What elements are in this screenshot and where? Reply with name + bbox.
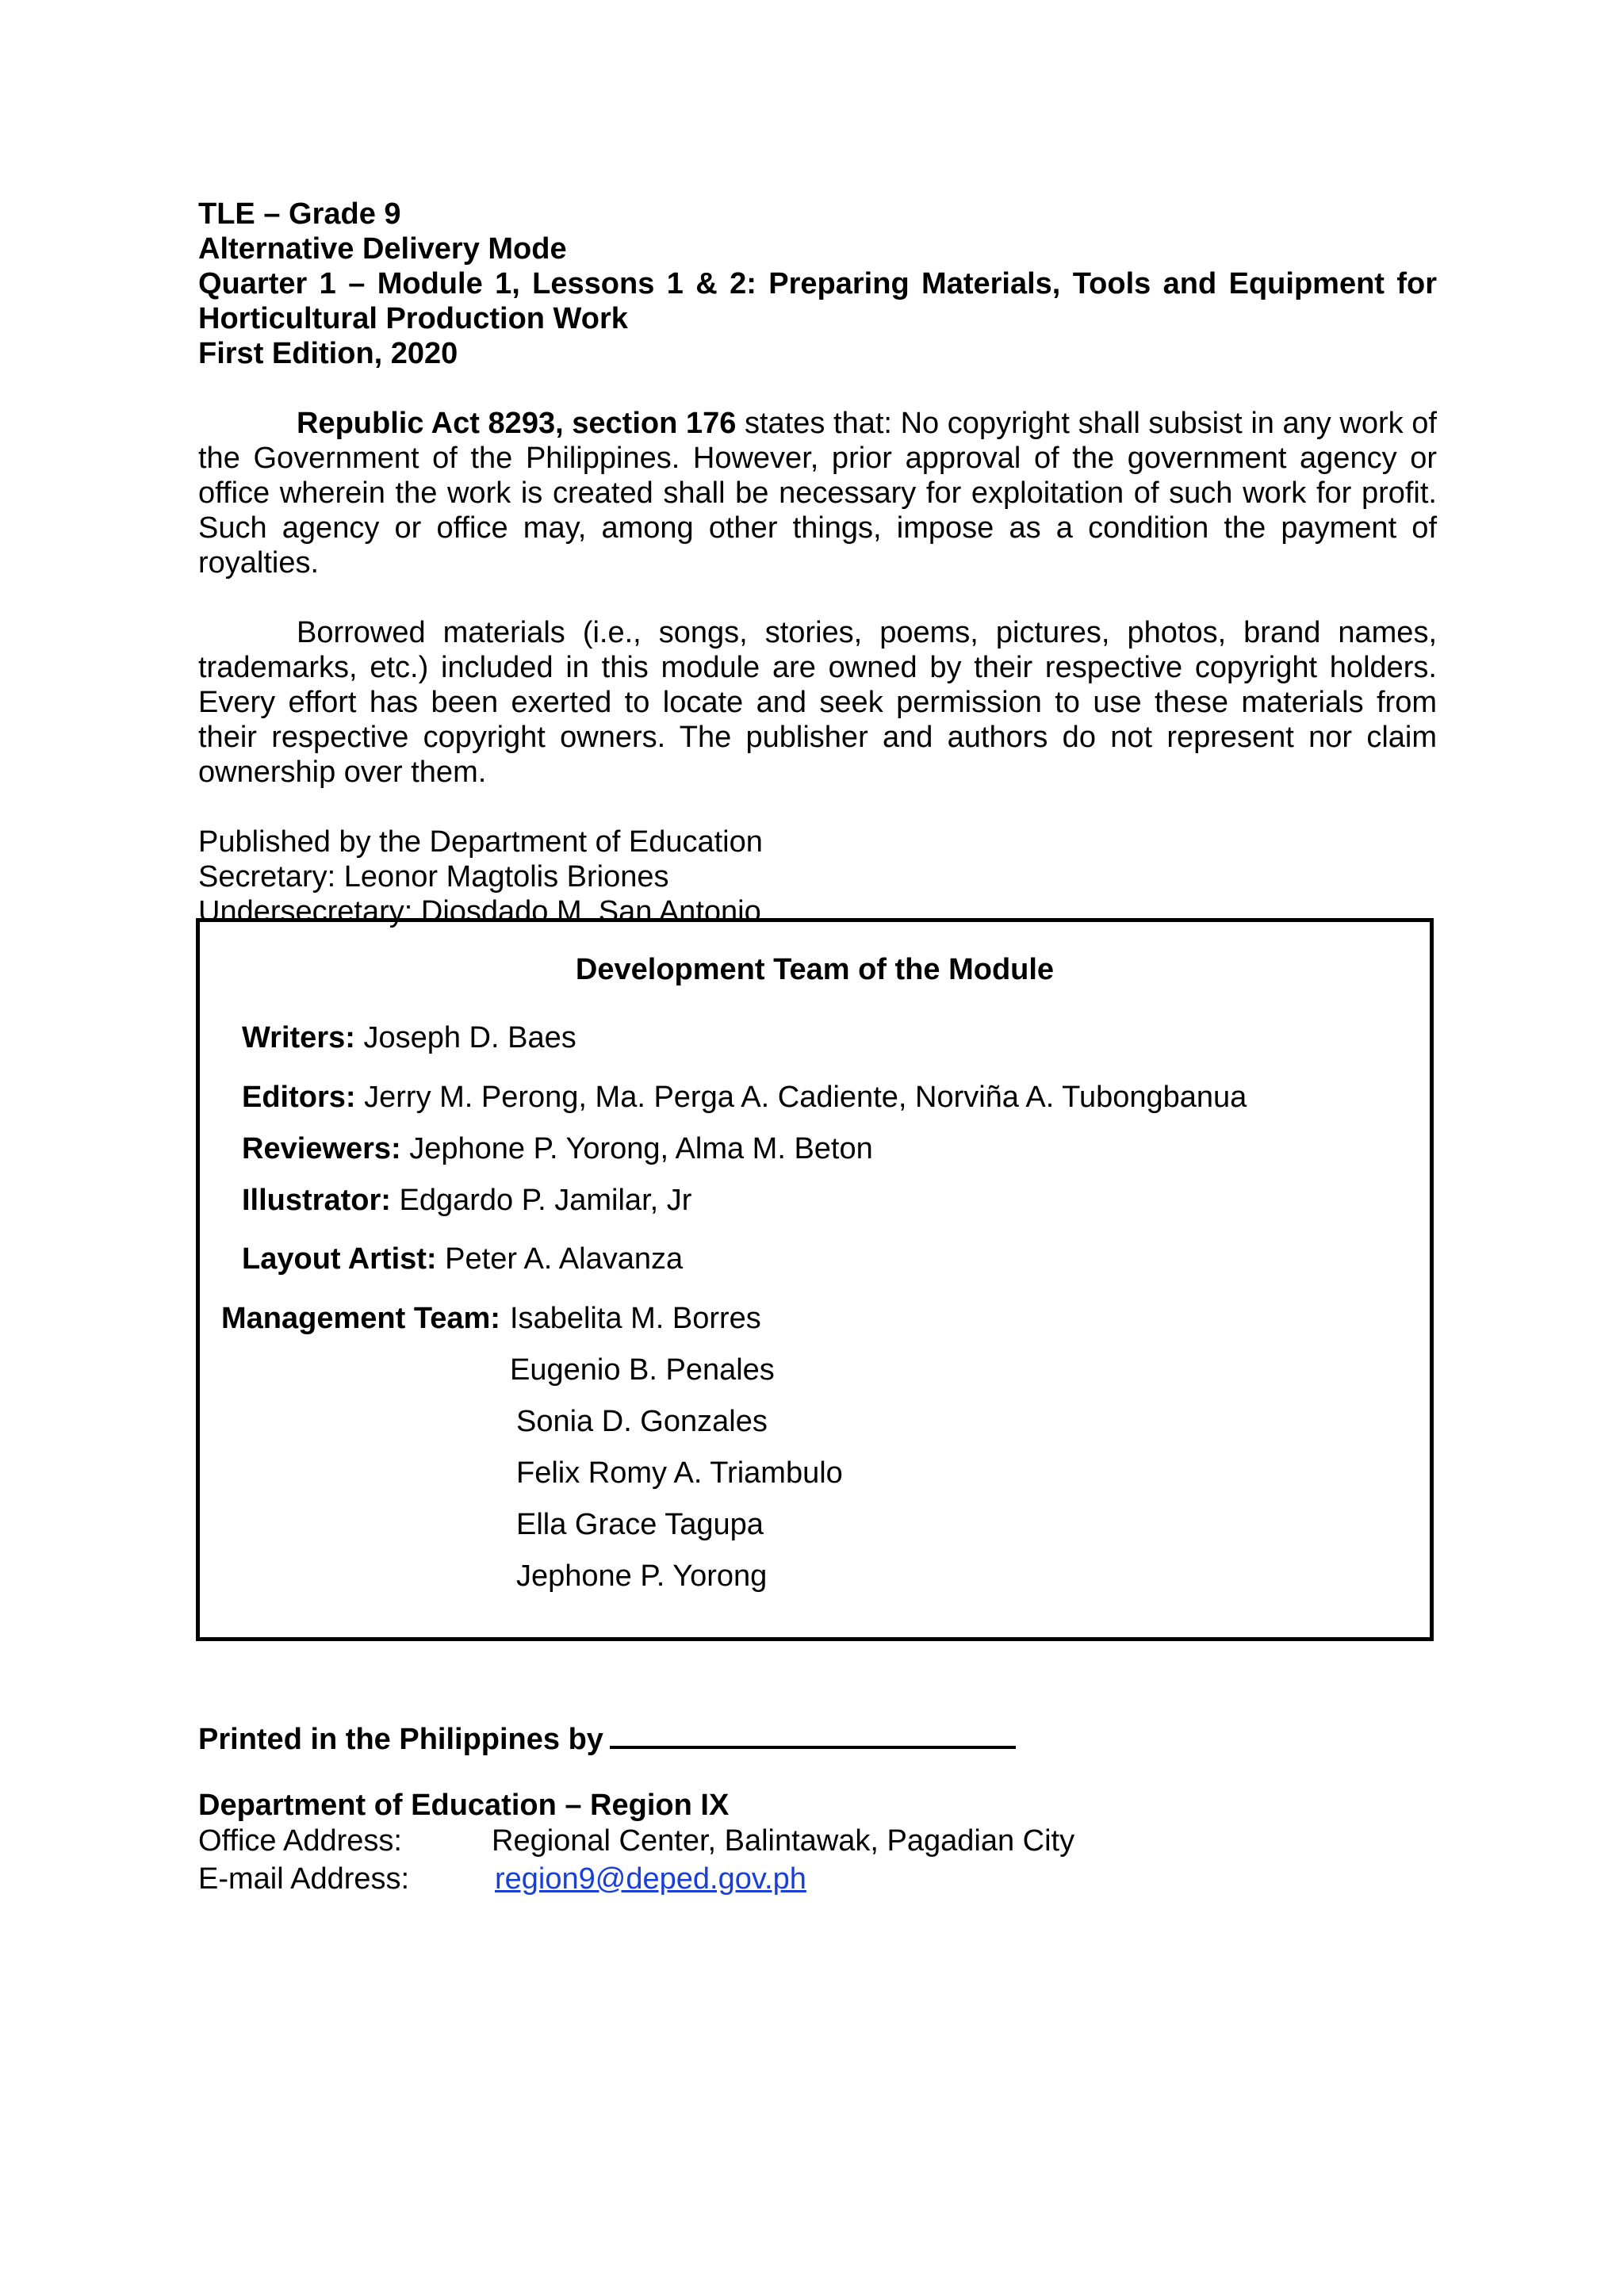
editors-row [242,1080,1247,1115]
copyright-page [198,197,1437,929]
management-team-label: Management Team: [221,1302,500,1335]
office-address-value: Regional Center, Balintawak, Pagadian City [492,1824,1075,1858]
printed-by-line [198,1717,1016,1757]
copyright-notice [198,406,1437,580]
module-title-block [198,197,1437,371]
layout-artist-value: Peter A. Alavanza [445,1242,684,1276]
layout-artist-row [242,1242,683,1276]
secretary: Secretary: Leonor Magtolis Briones [198,860,669,894]
editors-label: Editors: [242,1081,356,1114]
delivery-mode: Alternative Delivery Mode [198,232,567,266]
writers-value: Joseph D. Baes [363,1021,576,1054]
writers-label: Writers: [242,1021,355,1054]
office-address-row [198,1823,1075,1858]
course-title: TLE – Grade 9 [198,197,401,231]
email-address-row [198,1862,806,1896]
development-team-box [196,918,1434,1641]
management-member: Jephone P. Yorong [516,1559,768,1593]
illustrator-row [242,1183,691,1218]
management-member: Sonia D. Gonzales [516,1405,768,1438]
management-member: Isabelita M. Borres [510,1302,761,1335]
writers-row [242,1020,576,1055]
management-member: Ella Grace Tagupa [516,1508,764,1541]
region-title: Department of Education – Region IX [198,1789,730,1822]
email-address-label: E-mail Address: [198,1862,410,1896]
reviewers-value: Jephone P. Yorong, Alma M. Beton [409,1132,873,1165]
management-member: Felix Romy A. Triambulo [516,1456,843,1490]
office-address-label: Office Address: [198,1824,402,1858]
printed-by-label: Printed in the Philippines by [198,1723,603,1756]
undersecretary: Undersecretary: Diosdado M. San Antonio [198,895,761,928]
management-member: Eugenio B. Penales [510,1353,775,1387]
editors-value: Jerry M. Perong, Ma. Perga A. Cadiente, Norviña A. Tubongbanua [364,1081,1247,1114]
printer-blank-line [610,1717,1016,1749]
reviewers-row [242,1131,873,1166]
illustrator-value: Edgardo P. Jamilar, Jr [399,1184,692,1217]
illustrator-label: Illustrator: [242,1184,391,1217]
team-heading: Development Team of the Module [575,953,1055,986]
borrowed-materials-notice: Borrowed materials (i.e., songs, stories, poems, pictures, photos, brand names, trademarks, etc.) included in this module are owned by their respective copyright holders. Every effort has been exerted to locate and seek permission to use these materials from their respective copyright owners. The publisher and authors do not represent nor claim ownership over them. [198,616,1437,789]
published-by: Published by the Department of Education [198,825,763,859]
layout-artist-label: Layout Artist: [242,1242,437,1276]
publisher-info [198,825,1437,929]
module-title: Quarter 1 – Module 1, Lessons 1 & 2: Preparing Materials, Tools and Equipment for Horticultural Production Work [198,267,1437,335]
republic-act-ref: Republic Act 8293, section 176 [297,407,737,440]
reviewers-label: Reviewers: [242,1132,401,1165]
email-link[interactable]: region9@deped.gov.ph [495,1862,806,1896]
copyright-notice-text: states that: No copyright shall subsist in any work of the Government of the Philippines. However, prior approval of the government agency or office wherein the work is created shall be necessary for exploitation of such work for profit. Such agency or office may, among other things, impose as a condition the payment of royalties. [198,407,1437,580]
edition: First Edition, 2020 [198,337,458,370]
